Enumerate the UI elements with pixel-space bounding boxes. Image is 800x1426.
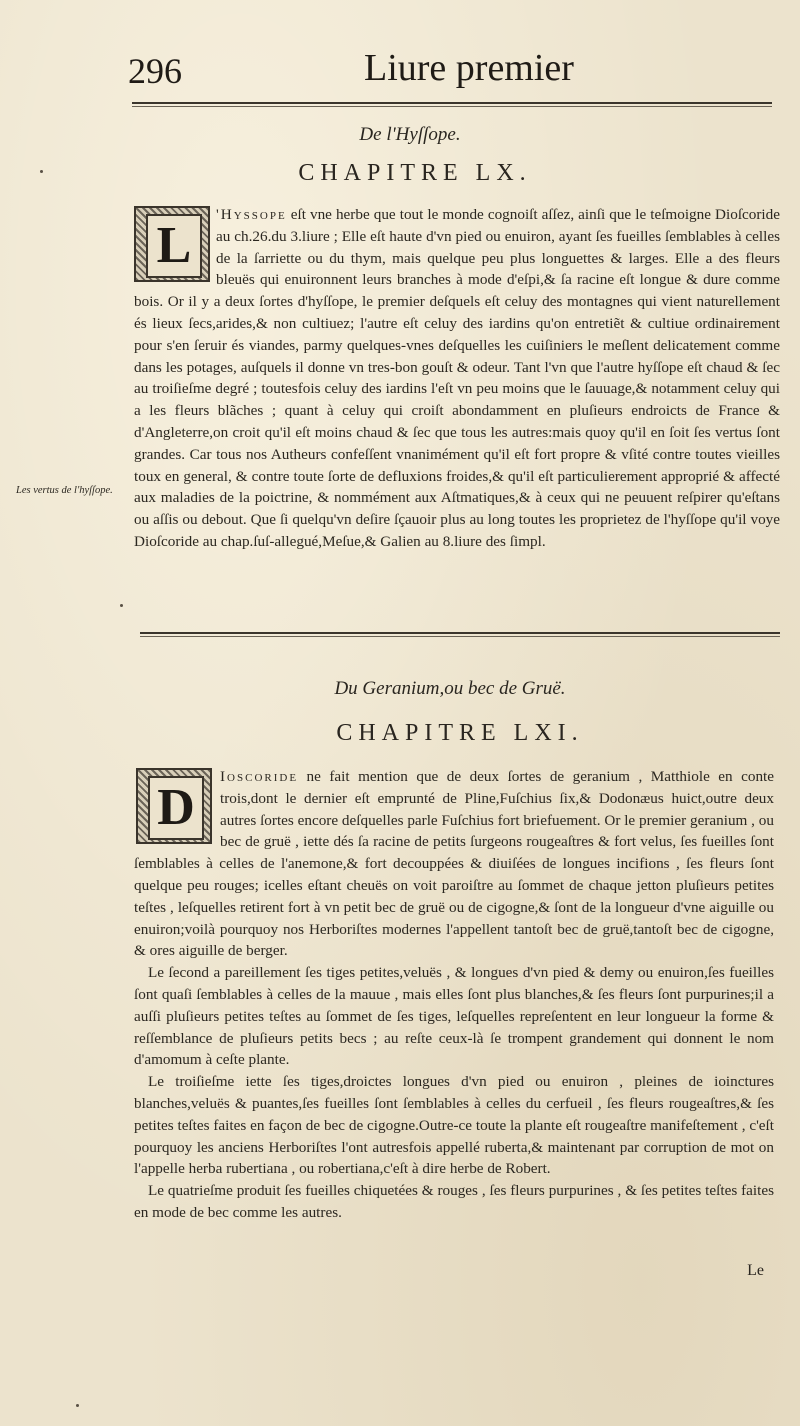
lead-word: Ioscoride <box>220 768 299 785</box>
paper-speck <box>120 604 123 607</box>
chapter-lx-body <box>134 204 780 612</box>
paragraph-text: Le quatrieſme produit ſes fueilles chiquetées & rouges , ſes fleurs purpurines , & ſes petites teſtes faites en mode de bec comme les autres. <box>134 1182 774 1221</box>
paragraph-text: ne fait mention que de deux ſortes de geranium , Matthiole en conte trois,dont le dernier eſt emprunté de Pline,Fuſchius ſix,& Dodonæus huict,outre deux autres ſortes encore deſquelles parle Fuſchius fort briefuement. Or le premier geranium , ou bec de gruë , iette dés ſa racine de petits ſurgeons rougeaſtres & fort velus, ſes fueilles ſont ſemblables à celles de l'anemone,& fort decouppées & diuiſées de longues incifions , ſes fleurs ſont quelque peu rouges; icelles eſtant cheuës on voit paroiſtre au ſommet de chaque jetton pluſieurs petites teſtes , leſquelles retirent fort à vn petit bec de gruë ou de cigogne,& ſont de la longueur d'vne aiguille ou enuiron;voilà pourquoy nos Herboriſtes modernes l'appellent tantoſt bec de gruë,tantoſt bec de cigogne, & ores aiguille de berger. <box>134 768 774 960</box>
chapter-heading-lx: CHAPITRE LX. <box>298 160 532 186</box>
dropcap-letter: L <box>146 214 202 278</box>
section-title-hyssope: De l'Hyſſope. <box>359 124 461 145</box>
paper-speck <box>76 1404 79 1407</box>
dropcap-spacer <box>134 204 216 286</box>
paper-speck <box>40 170 43 173</box>
catchword: Le <box>747 1262 764 1279</box>
dropcap-letter: D <box>148 776 204 840</box>
header-rule-thin <box>132 106 772 107</box>
section-title-geranium: Du Geranium,ou bec de Gruë. <box>334 678 566 699</box>
lead-word: 'Hyssope <box>216 206 287 223</box>
chapter-lxi-body <box>134 766 774 1258</box>
chapter-heading-lxi: CHAPITRE LXI. <box>336 720 584 746</box>
section-divider <box>140 632 780 634</box>
paragraph-text: Le ſecond a pareillement ſes tiges petites,veluës , & longues d'vn pied & demy ou enuiron,ſes fueilles ſont quaſi ſemblables à celles de la mauue , mais elles ſont plus blanches,& ſes fleurs ſont purpurines;il a auſſi pluſieurs petites teſtes au ſommet de ſes tiges, leſquelles repreſentent en leur longueur la forme & reſſemblance de pluſieurs petits becs ; au reſte ceux-là ſe trompent grandement qui donnent le nom d'amomum à ceſte plante. <box>134 964 774 1069</box>
section-divider-thin <box>140 636 780 637</box>
page-header <box>128 42 768 92</box>
dropcap-spacer <box>134 766 220 852</box>
running-title: Liure premier <box>364 47 574 89</box>
paragraph-text: Le troiſieſme iette ſes tiges,droictes longues d'vn pied ou enuiron , pleines de ioinctures blanches,veluës & puantes,ſes fueilles ſont ſemblables à celles du cerfueil , ſes fleurs rougeaſtres,& ſes petites teſtes faites en façon de bec de cigogne.Outre-ce toute la plante eſt rougeaſtre manifeſtement , c'eſt pourquoy les anciens Herboriſtes l'ont autresfois appellé ruberta,& maintenant par corruption de mot on l'appelle herba rubertiana , ou robertiana,c'eſt à dire herbe de Robert. <box>134 1073 774 1178</box>
header-rule <box>132 102 772 104</box>
page-number: 296 <box>128 51 182 91</box>
paragraph-text: eſt vne herbe que tout le monde cognoiſt aſſez, ainſi que le teſmoigne Dioſcoride au ch.26.du 3.liure ; Elle eſt haute d'vn pied ou enuiron, ayant ſes fueilles ſemblables à celles de la ſarriette ou du thym, mais quelque peu plus longuettes & larges. Elle a des fleurs bleuës qui enuironnent leurs branches à mode d'eſpi,& ſa racine eſt longue & dure comme bois. Or il y a deux ſortes d'hyſſope, le premier deſquels eſt celuy des montagnes qui vient naturellement és lieux ſecs,arides,& non cultiuez; l'autre eſt celuy des iardins qu'on entretiẽt & cultiue ordinairement pour s'en ſeruir és viandes, parmy quelques-vnes deſquelles les cuiſiniers le meſlent delicatement comme dans les potages, auſquels il donne vn tres-bon gouſt & odeur. Tant l'vn que l'autre hyſſope eſt chaud & ſec au troiſieſme degré ; toutesfois celuy des iardins l'eſt vn peu moins que le ſauuage,& notamment celuy qui a les fleurs blãches ; quant à celuy qui croiſt abondamment en pluſieurs endroicts de France & d'Angleterre,on croit qu'il eſt moins chaud & ſec que tous les autres:mais quoy qu'il en ſoit ſes vertus ſont grandes. Car tous nos Autheurs confeſſent vnanimément qu'il eſt fort propre & vſité contre toutes vieilles toux en general, & contre toute ſorte de defluxions froides,& qu'il eſt particulierement approprié & affecté aux maladies de la poictrine, & nommément aux Aſtmatiques,& à ceux qui ne peuuent reſpirer qu'eſtans ou aſſis ou debout. Que ſi quelqu'vn deſire ſçauoir plus au long toutes les proprietez de l'hyſſope qu'il voye Dioſcoride au chap.ſuſ-allegué,Meſue,& Galien au 8.liure des ſimpl. <box>134 206 780 550</box>
margin-note: Les vertus de l'hyſſope. <box>16 485 113 496</box>
